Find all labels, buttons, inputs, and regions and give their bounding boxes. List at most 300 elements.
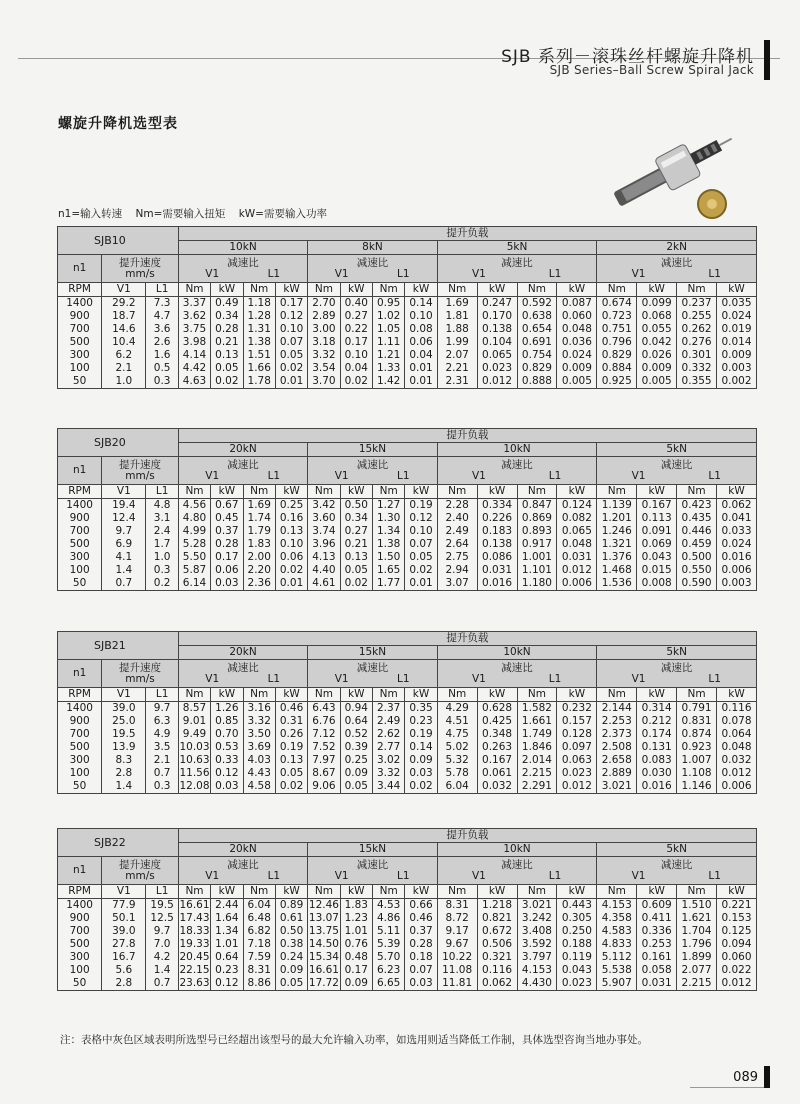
table-cell: 0.064 [717, 728, 757, 741]
nm-unit: Nm [308, 885, 340, 899]
table-cell: 0.791 [677, 702, 717, 716]
table-cell: 13.75 [308, 925, 339, 937]
nm-unit: Nm [437, 283, 477, 297]
table-cell: 0.3 [146, 564, 178, 577]
table-cell: 0.09 [405, 754, 437, 767]
table-cell: 5.112 [597, 951, 637, 964]
table-cell: 0.03 [405, 977, 437, 991]
table-cell: 0.03 [405, 767, 437, 780]
table-cell: 700 [58, 728, 102, 741]
table-cell: 50.1 [102, 912, 146, 925]
table-cell: 0.3 [146, 375, 178, 389]
load-header: 5kN [597, 843, 757, 857]
table-row [58, 964, 757, 977]
table-cell: 1.02 [372, 310, 404, 323]
table-cell: 77.9 [102, 899, 146, 913]
nm-unit: Nm [308, 485, 340, 499]
ratio-v1: V1 [631, 869, 646, 882]
table-cell: 17.43 [179, 912, 210, 924]
table-cell: 0.796 [597, 336, 637, 349]
table-cell: 0.48 [340, 951, 372, 964]
table-cell: 3.37 [178, 297, 210, 311]
kw-unit: kW [405, 485, 437, 499]
header-title: SJB 系列－滚珠丝杆螺旋升降机 [501, 47, 754, 67]
table-cell: 0.53 [211, 741, 243, 754]
table-cell: 0.09 [275, 964, 307, 977]
table-cell: 0.301 [677, 349, 717, 362]
table-cell: 0.16 [275, 512, 307, 525]
table-cell: 0.237 [677, 297, 717, 311]
table-cell: 4.03 [243, 754, 275, 767]
table-cell: 1.7 [146, 538, 178, 551]
table-cell: 0.10 [405, 310, 437, 323]
table-cell: 4.13 [308, 551, 340, 564]
table-row [58, 577, 757, 591]
table-cell: 1.23 [340, 912, 372, 925]
nm-unit: Nm [517, 885, 557, 899]
table-cell: 2.64 [437, 538, 477, 551]
table-row [58, 715, 757, 728]
kw-unit: kW [637, 885, 677, 899]
table-cell: 0.157 [557, 715, 597, 728]
table-cell: 4.9 [146, 728, 178, 741]
table-cell: 1.31 [243, 323, 275, 336]
table-cell: 3.98 [178, 336, 210, 349]
table-cell: 16.61 [308, 964, 339, 976]
table-cell: 0.590 [677, 577, 717, 591]
nm-unit: Nm [243, 283, 275, 297]
table-cell: 4.29 [437, 702, 477, 716]
kw-unit: kW [340, 688, 372, 702]
table-row [58, 780, 757, 794]
table-cell: 1.69 [243, 499, 275, 513]
table-cell: 0.332 [677, 362, 717, 375]
table-cell: 1.28 [243, 310, 275, 323]
table-cell: 1.05 [372, 323, 404, 336]
table-cell: 1.218 [477, 899, 517, 913]
table-cell: 3.02 [372, 754, 404, 767]
table-cell: 0.170 [477, 310, 517, 323]
table-row [58, 336, 757, 349]
ratio-label: 减速比 [501, 256, 533, 269]
table-cell: 2.373 [597, 728, 637, 741]
table-cell: 4.430 [517, 977, 557, 991]
ratio-l1: L1 [548, 469, 562, 482]
table-cell: 3.74 [308, 525, 340, 538]
table-cell: 2.253 [597, 715, 637, 728]
table-cell: 7.3 [146, 297, 178, 311]
table-cell: 1.4 [146, 964, 178, 977]
ratio-header [597, 457, 757, 485]
lift-load-header: 提升负载 [178, 227, 756, 241]
kw-unit: kW [405, 283, 437, 297]
table-cell: 0.113 [637, 512, 677, 525]
table-cell: 0.05 [340, 780, 372, 794]
ratio-label: 减速比 [227, 458, 259, 471]
table-cell: 6.65 [372, 977, 404, 991]
table-cell: 0.28 [211, 538, 243, 551]
table-cell: 1.78 [243, 375, 275, 389]
table-cell: 2.44 [211, 899, 243, 913]
table-cell: 0.024 [717, 310, 757, 323]
table-cell: 0.086 [477, 551, 517, 564]
kw-unit: kW [211, 885, 243, 899]
page-line [690, 1087, 770, 1088]
kw-unit: kW [557, 485, 597, 499]
table-cell: 100 [58, 362, 102, 375]
ratio-l1: L1 [708, 469, 721, 482]
section-title: 螺旋升降机选型表 [58, 116, 178, 132]
ratio-l1: L1 [708, 869, 721, 882]
header-bar [764, 40, 770, 80]
table-cell: 0.64 [211, 951, 243, 964]
table-cell: 0.226 [477, 512, 517, 525]
ratio-v1: V1 [205, 672, 220, 685]
table-cell: 3.07 [437, 577, 477, 591]
table-cell: 4.583 [597, 925, 637, 938]
table-cell: 0.46 [275, 702, 307, 716]
table-cell: 2.20 [243, 564, 275, 577]
table-cell: 0.097 [557, 741, 597, 754]
table-cell: 0.2 [146, 577, 178, 591]
model-name: SJB20 [58, 429, 179, 457]
table-cell: 0.23 [211, 964, 243, 977]
table-cell: 4.153 [597, 899, 637, 913]
table-cell: 0.043 [637, 551, 677, 564]
table-cell: 0.031 [637, 977, 677, 991]
table-cell: 0.884 [597, 362, 637, 375]
nm-unit: Nm [243, 885, 275, 899]
table-cell: 0.048 [717, 741, 757, 754]
table-cell: 6.23 [372, 964, 404, 977]
table-cell: 7.59 [243, 951, 275, 964]
table-cell: 10.03 [179, 741, 210, 753]
table-cell: 0.094 [717, 938, 757, 951]
table-cell: 0.138 [477, 323, 517, 336]
table-cell: 0.27 [340, 310, 372, 323]
table-cell: 2.21 [437, 362, 477, 375]
table-cell: 9.67 [437, 938, 477, 951]
kw-unit: kW [340, 485, 372, 499]
table-cell: 2.62 [372, 728, 404, 741]
table-cell: 0.02 [275, 362, 307, 375]
table-cell: 1.899 [677, 951, 717, 964]
table-sjb20 [57, 428, 757, 591]
table-cell: 0.01 [405, 375, 437, 389]
load-header: 10kN [437, 843, 597, 857]
table-cell: 0.104 [477, 336, 517, 349]
table-cell: 3.42 [308, 499, 340, 513]
table-cell: 0.005 [637, 375, 677, 389]
table-cell: 1.146 [677, 780, 717, 794]
lift-speed-label: 提升速度 [119, 858, 162, 871]
ratio-variants [597, 471, 756, 482]
model-name: SJB21 [58, 632, 179, 660]
table-cell: 0.232 [557, 702, 597, 716]
nm-unit: Nm [517, 485, 557, 499]
table-cell: 0.628 [477, 702, 517, 716]
table-cell: 0.754 [517, 349, 557, 362]
table-cell: 1.64 [211, 912, 243, 925]
table-cell: 0.609 [637, 899, 677, 913]
table-cell: 0.334 [477, 499, 517, 513]
table-cell: 0.24 [275, 951, 307, 964]
kw-unit: kW [340, 885, 372, 899]
table-cell: 1.88 [437, 323, 477, 336]
table-cell: 0.336 [637, 925, 677, 938]
ratio-l1: L1 [397, 267, 410, 280]
table-cell: 1.749 [517, 728, 557, 741]
load-header: 5kN [597, 443, 757, 457]
table-cell: 0.060 [717, 951, 757, 964]
table-cell: 1.74 [243, 512, 275, 525]
table-cell: 0.043 [557, 964, 597, 977]
table-row [58, 977, 757, 991]
table-cell: 0.003 [717, 577, 757, 591]
table-cell: 0.138 [477, 538, 517, 551]
table-cell: 0.14 [405, 297, 437, 311]
table-cell: 1.01 [340, 925, 372, 938]
table-cell: 0.34 [211, 310, 243, 323]
table-cell: 1.704 [677, 925, 717, 938]
ratio-l1: L1 [397, 469, 410, 482]
table-cell: 0.12 [211, 767, 243, 780]
kw-unit: kW [557, 885, 597, 899]
l1-unit: L1 [146, 688, 178, 702]
table-cell: 6.76 [308, 715, 340, 728]
table-cell: 4.14 [178, 349, 210, 362]
table-cell: 0.893 [517, 525, 557, 538]
model-name: SJB22 [58, 829, 179, 857]
table-cell: 0.321 [477, 951, 517, 964]
table-cell: 4.43 [243, 767, 275, 780]
table-cell: 5.02 [437, 741, 477, 754]
table-cell: 0.012 [477, 375, 517, 389]
table-cell: 0.723 [597, 310, 637, 323]
table-cell: 1.83 [340, 899, 372, 913]
ratio-label: 减速比 [660, 858, 693, 871]
table-cell: 4.56 [178, 499, 210, 513]
table-cell: 0.061 [477, 767, 517, 780]
table-cell: 0.10 [340, 349, 372, 362]
table-cell: 1.79 [243, 525, 275, 538]
table-sjb22 [57, 828, 757, 991]
table-cell: 8.31 [437, 899, 477, 913]
load-header: 15kN [308, 843, 437, 857]
table-cell: 2.89 [308, 310, 340, 323]
table-cell: 0.03 [211, 577, 243, 591]
table-cell: 9.7 [146, 925, 178, 938]
table-cell: 7.97 [308, 754, 340, 767]
kw-unit: kW [717, 485, 757, 499]
table-cell: 1.34 [372, 525, 404, 538]
table-cell: 4.833 [597, 938, 637, 951]
table-cell: 0.22 [340, 323, 372, 336]
nm-unit: Nm [178, 885, 210, 899]
table-cell: 0.31 [275, 715, 307, 728]
v1-unit: V1 [102, 688, 146, 702]
table-cell: 1.11 [372, 336, 404, 349]
table-cell: 0.276 [677, 336, 717, 349]
table-cell: 0.10 [275, 538, 307, 551]
table-cell: 4.61 [308, 577, 340, 591]
ratio-header [178, 255, 307, 283]
table-cell: 16.61 [179, 899, 210, 911]
screw-jack-image [600, 112, 745, 222]
table-cell: 0.09 [340, 977, 372, 991]
ratio-header [597, 857, 757, 885]
table-cell: 1.796 [677, 938, 717, 951]
table-cell: 0.925 [597, 375, 637, 389]
table-cell: 0.06 [211, 564, 243, 577]
table-cell: 0.02 [340, 375, 372, 389]
v1-unit: V1 [102, 283, 146, 297]
table-cell: 0.06 [405, 336, 437, 349]
table-cell: 2.07 [437, 349, 477, 362]
table-cell: 2.70 [308, 297, 340, 311]
table-cell: 3.69 [243, 741, 275, 754]
ratio-variants [179, 471, 307, 482]
table-cell: 0.21 [340, 538, 372, 551]
table-cell: 18.7 [102, 310, 146, 323]
l1-unit: L1 [146, 283, 178, 297]
table-cell: 0.212 [637, 715, 677, 728]
table-cell: 2.00 [243, 551, 275, 564]
nm-unit: Nm [308, 283, 340, 297]
table-row [58, 899, 757, 913]
table-cell: 0.03 [211, 780, 243, 794]
ratio-label: 减速比 [227, 256, 259, 269]
load-header: 20kN [178, 843, 307, 857]
table-cell: 3.96 [308, 538, 340, 551]
table-cell: 6.9 [102, 538, 146, 551]
table-cell: 0.12 [275, 310, 307, 323]
table-cell: 0.95 [372, 297, 404, 311]
kw-unit: kW [477, 485, 517, 499]
load-header: 20kN [178, 443, 307, 457]
header-subtitle: SJB Series–Ball Screw Spiral Jack [549, 63, 754, 77]
table-cell: 0.05 [405, 551, 437, 564]
table-cell: 27.8 [102, 938, 146, 951]
table-cell: 0.28 [405, 938, 437, 951]
table-cell: 50 [58, 375, 102, 389]
table-cell: 0.012 [557, 564, 597, 577]
table-cell: 11.81 [437, 977, 477, 991]
table-cell: 2.77 [372, 741, 404, 754]
table-cell: 0.592 [517, 297, 557, 311]
table-cell: 0.94 [340, 702, 372, 716]
table-cell: 0.02 [275, 564, 307, 577]
ratio-v1: V1 [472, 267, 486, 280]
table-cell: 1.21 [372, 349, 404, 362]
table-cell: 4.7 [146, 310, 178, 323]
table-cell: 900 [58, 715, 102, 728]
kw-unit: kW [637, 688, 677, 702]
table-cell: 0.05 [211, 362, 243, 375]
table-cell: 0.25 [340, 754, 372, 767]
table-cell: 9.7 [146, 702, 178, 716]
table-cell: 9.49 [178, 728, 210, 741]
table-cell: 1.007 [677, 754, 717, 767]
table-cell: 50 [58, 577, 102, 591]
ratio-variants [179, 674, 307, 685]
table-cell: 0.125 [717, 925, 757, 938]
table-row [58, 938, 757, 951]
table-cell: 0.10 [275, 323, 307, 336]
table-cell: 0.21 [211, 336, 243, 349]
table-cell: 1.65 [372, 564, 404, 577]
table-cell: 0.167 [477, 754, 517, 767]
table-cell: 0.09 [340, 767, 372, 780]
nm-unit: Nm [597, 885, 637, 899]
ratio-v1: V1 [205, 267, 220, 280]
table-cell: 2.291 [517, 780, 557, 794]
table-cell: 2.36 [243, 577, 275, 591]
table-cell: 18.33 [179, 925, 210, 937]
table-cell: 1.26 [211, 702, 243, 716]
ratio-variants [597, 269, 756, 280]
table-cell: 0.35 [405, 702, 437, 716]
l1-unit: L1 [146, 485, 178, 499]
table-cell: 6.43 [308, 702, 340, 716]
table-cell: 0.355 [677, 375, 717, 389]
table-cell: 11.08 [437, 964, 477, 977]
table-cell: 1400 [58, 702, 102, 716]
table-cell: 12.08 [179, 780, 210, 792]
table-cell: 0.38 [275, 938, 307, 951]
table-row [58, 551, 757, 564]
table-cell: 29.2 [102, 297, 146, 311]
ratio-v1: V1 [205, 469, 220, 482]
table-cell: 700 [58, 925, 102, 938]
n1-header: n1 [58, 255, 102, 283]
table-cell: 0.019 [717, 323, 757, 336]
table-cell: 4.40 [308, 564, 340, 577]
ratio-header [597, 660, 757, 688]
table-cell: 3.60 [308, 512, 340, 525]
nm-unit: Nm [597, 283, 637, 297]
table-cell: 3.32 [372, 767, 404, 780]
table-row [58, 912, 757, 925]
table-cell: 0.674 [597, 297, 637, 311]
table-cell: 4.42 [178, 362, 210, 375]
table-cell: 3.5 [146, 741, 178, 754]
table-cell: 11.56 [179, 767, 210, 779]
kw-unit: kW [211, 283, 243, 297]
table-cell: 2.6 [146, 336, 178, 349]
table-cell: 0.61 [275, 912, 307, 925]
kw-unit: kW [717, 283, 757, 297]
footnote: 注：表格中灰色区域表明所选型号已经超出该型号的最大允许输入功率，如选用则适当降低工作制，具体选型咨询当地办事处。 [60, 1034, 648, 1046]
table-cell: 2.94 [437, 564, 477, 577]
table-row [58, 499, 757, 513]
table-cell: 9.01 [178, 715, 210, 728]
ratio-l1: L1 [267, 469, 281, 482]
table-cell: 0.550 [677, 564, 717, 577]
load-header: 10kN [437, 443, 597, 457]
table-cell: 3.16 [243, 702, 275, 716]
table-cell: 0.17 [275, 297, 307, 311]
table-cell: 0.119 [557, 951, 597, 964]
table-cell: 2.49 [437, 525, 477, 538]
table-cell: 2.508 [597, 741, 637, 754]
ratio-l1: L1 [397, 869, 410, 882]
table-cell: 6.14 [178, 577, 210, 591]
kw-unit: kW [557, 283, 597, 297]
nm-unit: Nm [677, 688, 717, 702]
load-header: 15kN [308, 646, 437, 660]
table-cell: 0.009 [637, 362, 677, 375]
